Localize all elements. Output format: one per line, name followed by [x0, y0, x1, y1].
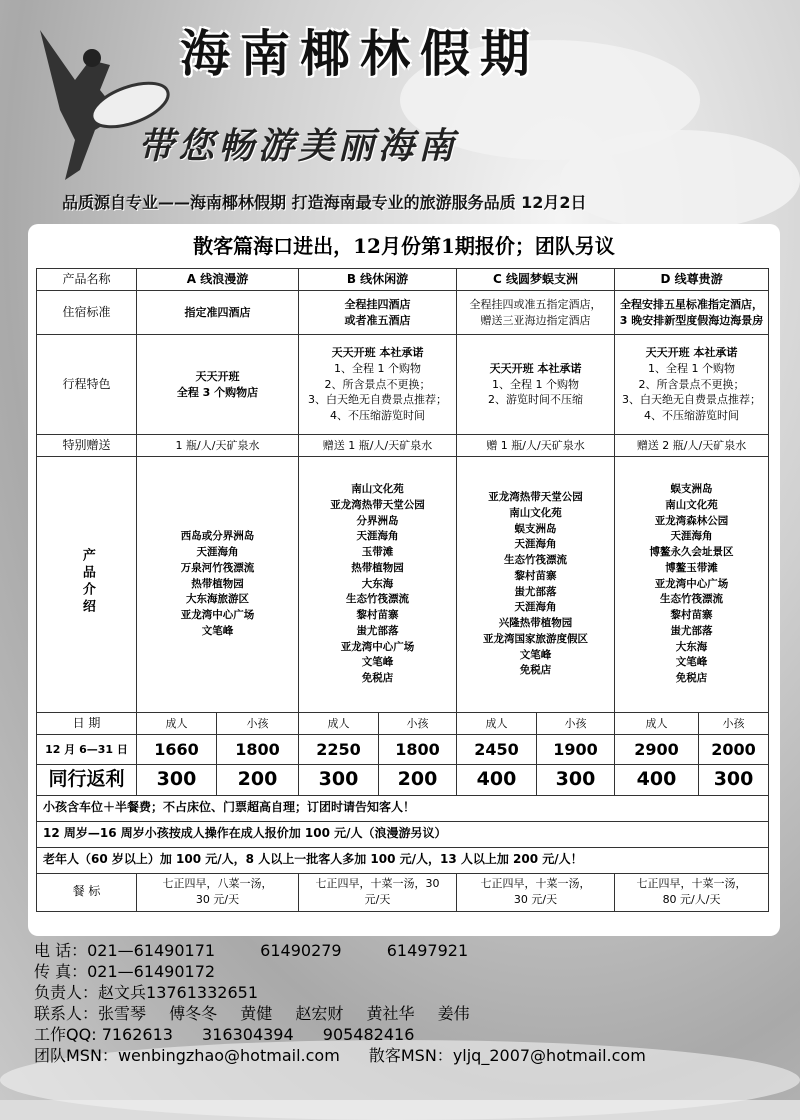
adult-label: 成人: [615, 713, 699, 735]
tagline: 品质源自专业——海南椰林假期 打造海南最专业的旅游服务品质 12月2日: [62, 193, 587, 212]
intro-b-item: 亚龙湾中心广场: [340, 640, 415, 653]
rebate-a-child: 200: [217, 765, 299, 796]
qq-number: 7162613: [101, 1025, 173, 1044]
intro-a-item: 亚龙湾中心广场: [180, 609, 255, 622]
qq-label: 工作QQ:: [34, 1025, 97, 1044]
hotel-b: [299, 291, 457, 335]
page-title: 海南椰林假期: [180, 24, 540, 83]
features-d-line: 1、全程 1 个购物: [648, 361, 736, 375]
manager-line: [34, 982, 774, 1003]
intro-a-item: 文笔峰: [201, 624, 234, 637]
manager-label: 负责人：: [34, 983, 99, 1002]
intro-d-item: 南山文化苑: [665, 498, 718, 511]
price-d-child: 2000: [699, 735, 769, 765]
meals-a-line2: 30 元/天: [195, 893, 240, 907]
intro-c-item: 天涯海角: [514, 538, 557, 551]
intro-c-item: 亚龙湾热带天堂公园: [488, 491, 583, 503]
gifts-d: 赠送 2 瓶/人/天矿泉水: [615, 435, 769, 457]
meals-label: 餐 标: [37, 873, 137, 911]
intro-b-item: 分界洲岛: [356, 514, 399, 527]
price-d-adult: 2900: [615, 735, 699, 765]
features-c-line: 2、游览时间不压缩: [488, 393, 584, 407]
col-header-b: B 线休闲游: [299, 269, 457, 291]
note-row: [37, 847, 769, 873]
intro-b-item: 玉带滩: [361, 546, 394, 559]
price-a-child: 1800: [217, 735, 299, 765]
phone-label: 电 话：: [34, 941, 88, 960]
staff-name: 黄健: [240, 1004, 273, 1023]
features-d-line: 4、不压缩游览时间: [644, 409, 740, 423]
intro-row: [37, 457, 769, 713]
phone-number: 021—61490171: [87, 941, 216, 960]
hotel-label: 住宿标准: [37, 291, 137, 335]
features-b-line: 1、全程 1 个购物: [334, 361, 421, 375]
fax-line: [34, 961, 774, 982]
intro-b-item: 蚩尤部落: [356, 624, 399, 637]
intro-c-item: 蜈支洲岛: [514, 522, 557, 535]
hotel-row: [37, 291, 769, 335]
hotel-d-line1: 全程安排五星标准指定酒店，: [620, 297, 764, 311]
manager-name: 赵文兵13761332651: [98, 983, 258, 1002]
col-header-product: 产品名称: [37, 269, 137, 291]
meals-c-line1: 七正四早，十菜一汤，: [480, 877, 591, 891]
qq-number: 316304394: [202, 1025, 294, 1044]
intro-d-item: 博鳌永久会址景区: [649, 546, 734, 559]
phone-number: 61490279: [260, 941, 342, 960]
intro-d-item: 黎村苗寨: [670, 609, 713, 622]
hotel-d: [615, 291, 769, 335]
hotel-c-line1: 全程挂四或准五指定酒店，: [469, 297, 602, 311]
features-c: [457, 335, 615, 435]
intro-b-item: 南山文化苑: [351, 483, 404, 496]
intro-b-item: 免税店: [361, 672, 394, 685]
price-row: [37, 735, 769, 765]
features-a-line1: 天天开班: [195, 369, 240, 383]
meals-row: [37, 873, 769, 911]
price-table: [36, 268, 769, 912]
features-d: [615, 335, 769, 435]
gifts-row: [37, 435, 769, 457]
intro-a-item: 天涯海角: [196, 546, 239, 559]
hotel-b-line2: 或者准五酒店: [344, 313, 411, 327]
intro-b-item: 亚龙湾热带天堂公园: [330, 498, 425, 511]
intro-d: [615, 457, 769, 713]
features-b-line: 4、不压缩游览时间: [330, 409, 425, 423]
team-msn-address: wenbingzhao@hotmail.com: [117, 1046, 340, 1065]
rebate-b-adult: 300: [299, 765, 379, 796]
intro-c-item: 亚龙湾国家旅游度假区: [483, 632, 589, 645]
intro-d-item: 免税店: [675, 672, 708, 685]
note-seniors: 老年人（60 岁以上）加 100 元/人，8 人以上一批客人多加 100 元/人，13 人以上加 200 元/人！: [37, 847, 769, 873]
meals-a-line1: 七正四早，八菜一汤，: [162, 877, 273, 891]
intro-b: [299, 457, 457, 713]
intro-b-item: 黎村苗寨: [356, 609, 399, 622]
intro-d-item: 大东海: [675, 640, 708, 653]
price-b-adult: 2250: [299, 735, 379, 765]
meals-d-line2: 80 元/人/天: [662, 893, 721, 907]
gifts-c: 赠 1 瓶/人/天矿泉水: [457, 435, 615, 457]
features-d-line: 天天开班 本社承诺: [645, 345, 738, 359]
date-header-row: [37, 713, 769, 735]
features-a-line2: 全程 3 个购物店: [176, 385, 259, 399]
adult-label: 成人: [299, 713, 379, 735]
intro-c-item: 生态竹筏漂流: [504, 554, 568, 566]
price-c-child: 1900: [537, 735, 615, 765]
msn-line: [34, 1045, 774, 1066]
hotel-c: [457, 291, 615, 335]
price-a-adult: 1660: [137, 735, 217, 765]
col-header-d: D 线尊贵游: [615, 269, 769, 291]
features-b-line: 2、所含景点不更换；: [324, 377, 431, 391]
qq-line: [34, 1024, 774, 1045]
staff-name: 赵宏财: [295, 1004, 344, 1023]
intro-a-item: 西岛或分界洲岛: [180, 530, 255, 543]
rebate-b-child: 200: [379, 765, 457, 796]
date-label: 日 期: [37, 713, 137, 735]
qq-number: 905482416: [322, 1025, 415, 1044]
features-label: 行程特色: [37, 335, 137, 435]
intro-a-item: 大东海旅游区: [186, 593, 249, 606]
features-d-line: 2、所含景点不更换；: [638, 377, 745, 391]
features-c-line: 天天开班 本社承诺: [489, 361, 582, 375]
phone-number: 61497921: [386, 941, 469, 960]
rebate-c-adult: 400: [457, 765, 537, 796]
price-heading: 散客篇海口进出，12月份第1期报价；团队另议: [193, 234, 615, 258]
page-subtitle: 带您畅游美丽海南: [138, 125, 459, 167]
contact-block: [34, 940, 774, 1066]
fit-msn-label: 散客MSN：: [368, 1046, 453, 1065]
price-period: 12 月 6—31 日: [37, 735, 137, 765]
meals-c-line2: 30 元/天: [513, 893, 558, 907]
intro-a-item: 热带植物园: [191, 577, 244, 590]
intro-b-item: 热带植物园: [351, 561, 404, 574]
hotel-a: 指定准四酒店: [137, 291, 299, 335]
note-row: [37, 821, 769, 847]
intro-c-item: 南山文化苑: [509, 506, 562, 519]
note-teens: 12 周岁—16 周岁小孩按成人操作在成人报价加 100 元/人（浪漫游另议）: [37, 821, 769, 847]
hotel-d-line2: 3 晚安排新型度假海边海景房: [619, 313, 764, 327]
intro-d-item: 天涯海角: [670, 530, 713, 543]
staff-line: [34, 1003, 774, 1024]
intro-a: [137, 457, 299, 713]
meals-d-line1: 七正四早，十菜一汤，: [636, 877, 747, 891]
features-row: [37, 335, 769, 435]
gifts-b: 赠送 1 瓶/人/天矿泉水: [299, 435, 457, 457]
rebate-c-child: 300: [537, 765, 615, 796]
intro-d-item: 生态竹筏漂流: [660, 593, 724, 606]
intro-c-item: 文笔峰: [519, 648, 552, 661]
meals-a: [137, 873, 299, 911]
meals-b-line1: 七正四早，十菜一汤，30: [315, 877, 440, 891]
meals-c: [457, 873, 615, 911]
hotel-b-line1: 全程挂四酒店: [344, 297, 411, 311]
intro-d-item: 蚩尤部落: [670, 624, 713, 637]
rebate-label: 同行返利: [37, 765, 137, 796]
rebate-d-adult: 400: [615, 765, 699, 796]
fax-label: 传 真：: [34, 962, 88, 981]
rebate-d-child: 300: [699, 765, 769, 796]
features-b-line: 天天开班 本社承诺: [331, 345, 424, 359]
col-header-a: A 线浪漫游: [137, 269, 299, 291]
intro-b-item: 天涯海角: [356, 530, 399, 543]
intro-label: 产品介绍: [79, 548, 95, 617]
intro-c: [457, 457, 615, 713]
meals-b: [299, 873, 457, 911]
features-d-line: 3、白天绝无自费景点推荐；: [622, 393, 762, 407]
fax-number: 021—61490172: [87, 962, 216, 981]
note-row: [37, 795, 769, 821]
child-label: 小孩: [537, 713, 615, 735]
intro-d-item: 亚龙湾森林公园: [654, 514, 729, 527]
note-children: 小孩含车位＋半餐费；不占床位、门票超高自理；订团时请告知客人！: [37, 795, 769, 821]
intro-d-item: 文笔峰: [675, 656, 708, 669]
features-c-line: 1、全程 1 个购物: [492, 377, 580, 391]
cloud: [560, 130, 800, 230]
intro-c-item: 黎村苗寨: [514, 569, 557, 582]
intro-a-item: 万泉河竹筏漂流: [180, 561, 255, 574]
fit-msn-address: yljq_2007@hotmail.com: [452, 1046, 646, 1065]
intro-b-item: 生态竹筏漂流: [346, 593, 409, 606]
team-msn-label: 团队MSN：: [34, 1046, 118, 1065]
intro-c-item: 天涯海角: [514, 601, 557, 614]
intro-b-item: 文笔峰: [361, 656, 394, 669]
intro-b-item: 大东海: [361, 577, 394, 590]
adult-label: 成人: [457, 713, 537, 735]
child-label: 小孩: [217, 713, 299, 735]
gifts-a: 1 瓶/人/天矿泉水: [137, 435, 299, 457]
gifts-label: 特别赠送: [37, 435, 137, 457]
staff-name: 黄社华: [366, 1004, 415, 1023]
price-c-adult: 2450: [457, 735, 537, 765]
features-b: [299, 335, 457, 435]
staff-name: 张雪琴: [98, 1004, 147, 1023]
phone-line: [34, 940, 774, 961]
meals-d: [615, 873, 769, 911]
child-label: 小孩: [699, 713, 769, 735]
adult-label: 成人: [137, 713, 217, 735]
intro-c-item: 兴隆热带植物园: [498, 617, 573, 629]
meals-b-line2: 元/天: [364, 893, 391, 907]
staff-name: 傅冬冬: [169, 1004, 218, 1023]
intro-label-cell: [37, 457, 137, 713]
hotel-c-line2: 赠送三亚海边指定酒店: [480, 313, 591, 327]
intro-c-item: 蚩尤部落: [514, 585, 557, 598]
intro-d-item: 博鳌玉带滩: [665, 561, 718, 574]
features-b-line: 3、白天绝无自费景点推荐；: [308, 393, 447, 407]
price-b-child: 1800: [379, 735, 457, 765]
staff-label: 联系人：: [34, 1004, 99, 1023]
rebate-row: [37, 765, 769, 796]
col-header-c: C 线圆梦蜈支洲: [457, 269, 615, 291]
features-a: [137, 335, 299, 435]
rebate-a-adult: 300: [137, 765, 217, 796]
intro-c-item: 免税店: [519, 664, 552, 677]
intro-d-item: 蜈支洲岛: [670, 483, 713, 496]
table-header-row: [37, 269, 769, 291]
intro-d-item: 亚龙湾中心广场: [654, 577, 729, 590]
staff-name: 姜伟: [437, 1004, 470, 1023]
child-label: 小孩: [379, 713, 457, 735]
